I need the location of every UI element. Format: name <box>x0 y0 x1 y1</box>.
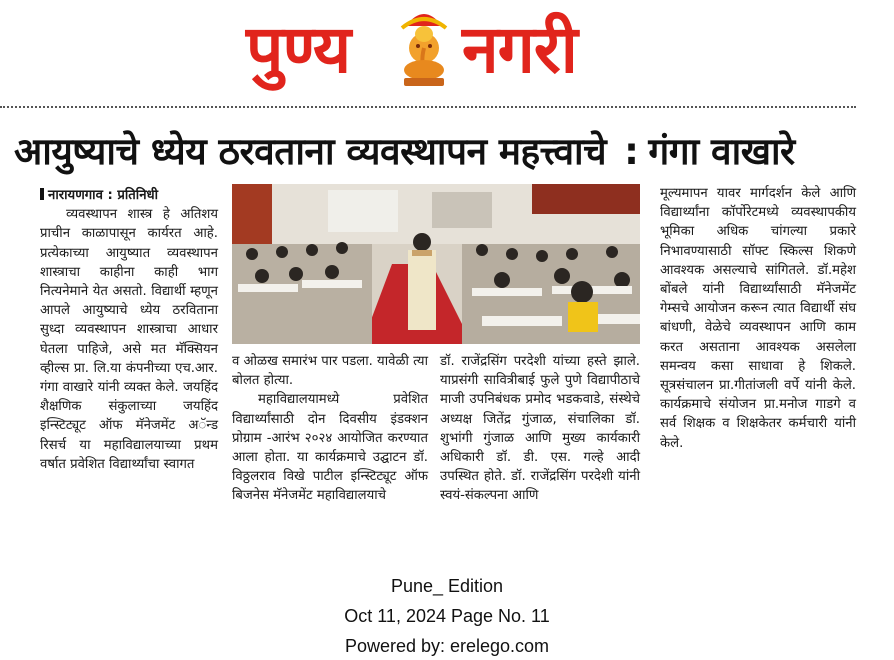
headline-speaker: गंगा वाखारे <box>648 130 795 173</box>
dateline-text: नारायणगाव : प्रतिनिधी <box>48 188 159 203</box>
masthead-title-left: पुण्य <box>246 11 351 88</box>
headline-text: आयुष्याचे ध्येय ठरवताना व्यवस्थापन महत्त्वाचे <box>14 130 607 173</box>
column-3-text: डॉ. राजेंद्रसिंग परदेशी यांच्या हस्ते झाले. याप्रसंगी सावित्रीबाई फुले पुणे विद्यापीठाचे माजी उपनिबंधक प्रमोद भडकवाडे, संस्थेचे अध्यक्ष जितेंद्र गुंजाळ, संचालिका डॉ. शुभांगी गुंजाळ आणि मुख्य कार्यकारी अधिकारी डॉ. डी. एस. गल्हे आदी उपस्थित होते. डॉ. राजेंद्रसिंग परदेशी यांनी स्वयं-संकल्पना आणि <box>440 354 640 504</box>
column-4-text: मूल्यमापन यावर मार्गदर्शन केले आणि विद्यार्थ्यांना कॉर्पोरेटमध्ये व्यवस्थापकीय भूमिका अधिक चांगल्या प्रकारे निभावण्यासाठी सॉफ्ट स्किल्स शिकणे आवश्यक असल्याचे सांगितले. डॉ.महेश बोंबले यांनी विद्यार्थ्यांसाठी मॅनेजमेंट गेम्सचे आयोजन करून त्यात विद्यार्थी संघ बांधणी, वेळेचे व्यवस्थापन आणि काम करत असताना आवश्यक असलेला समन्वय कसा साधावा हे शिकले. सूत्रसंचालन प्रा.गीतांजली वर्पे यांनी केले. कार्यक्रमाचे संयोजन प्रा.मनोज गाडगे व सर्व शिक्षक व शिक्षकेतर कर्मचारी यांनी केले. <box>660 186 856 451</box>
article-column-1 <box>40 186 218 474</box>
dateline <box>40 186 218 205</box>
masthead <box>0 0 894 106</box>
masthead-divider <box>0 106 856 108</box>
event-photo <box>232 184 640 344</box>
column-2-text-lead: व ओळख समारंभ पार पडला. यावेळी त्या बोलत होत्या. <box>232 354 428 389</box>
article-headline <box>14 124 864 180</box>
footer-date-page: Oct 11, 2024 Page No. 11 <box>344 606 550 626</box>
article-column-2 <box>232 352 428 506</box>
article-column-4 <box>660 184 856 453</box>
masthead-title-right: नगरी <box>462 11 577 88</box>
dateline-bar-icon <box>40 188 44 200</box>
column-1-text: व्यवस्थापन शास्त्र हे अतिशय प्राचीन काळापासून कार्यरत आहे. प्रत्येकाच्या आयुष्यात व्यवस्थापन शास्त्राचा काहीना काही भाग नित्यनेमाने येत असतो. विद्यार्थी म्हणून आपले आयुष्याचे ध्येय ठरविताना सुध्दा व्यवस्थापन शास्त्राचा आधार घेतला पाहिजे, असे मत मॅक्सियन व्हील्स प्रा. लि.या कंपनीच्या एच.आर. गंगा वाखारे यांनी व्यक्त केले. जयहिंद शैक्षणिक संकुलाच्या जयहिंद इन्स्टिट्यूट ऑफ मॅनेजमेंट अॅन्ड रिसर्च या महाविद्यालयाच्या प्रथम वर्षात प्रवेशित विद्यार्थ्यांचा स्वागत <box>40 207 218 472</box>
article-column-3 <box>440 352 640 506</box>
footer-edition: Pune_ Edition <box>390 576 504 596</box>
column-2-text: महाविद्यालयामध्ये प्रवेशित विद्यार्थ्यांसाठी दोन दिवसीय इंडक्शन प्रोग्राम -आरंभ २०२४ आयोजित करण्यात आला होता. या कार्यक्रमाचे उद्घाटन डॉ. विठ्ठलराव विखे पाटील इन्स्टिट्यूट ऑफ बिजनेस मॅनेजमेंट महाविद्यालयाचे <box>232 392 428 504</box>
headline-separator: : <box>624 130 639 173</box>
footer-powered-by: Powered by: erelego.com <box>344 636 550 656</box>
ganesha-logo-icon <box>396 4 452 90</box>
